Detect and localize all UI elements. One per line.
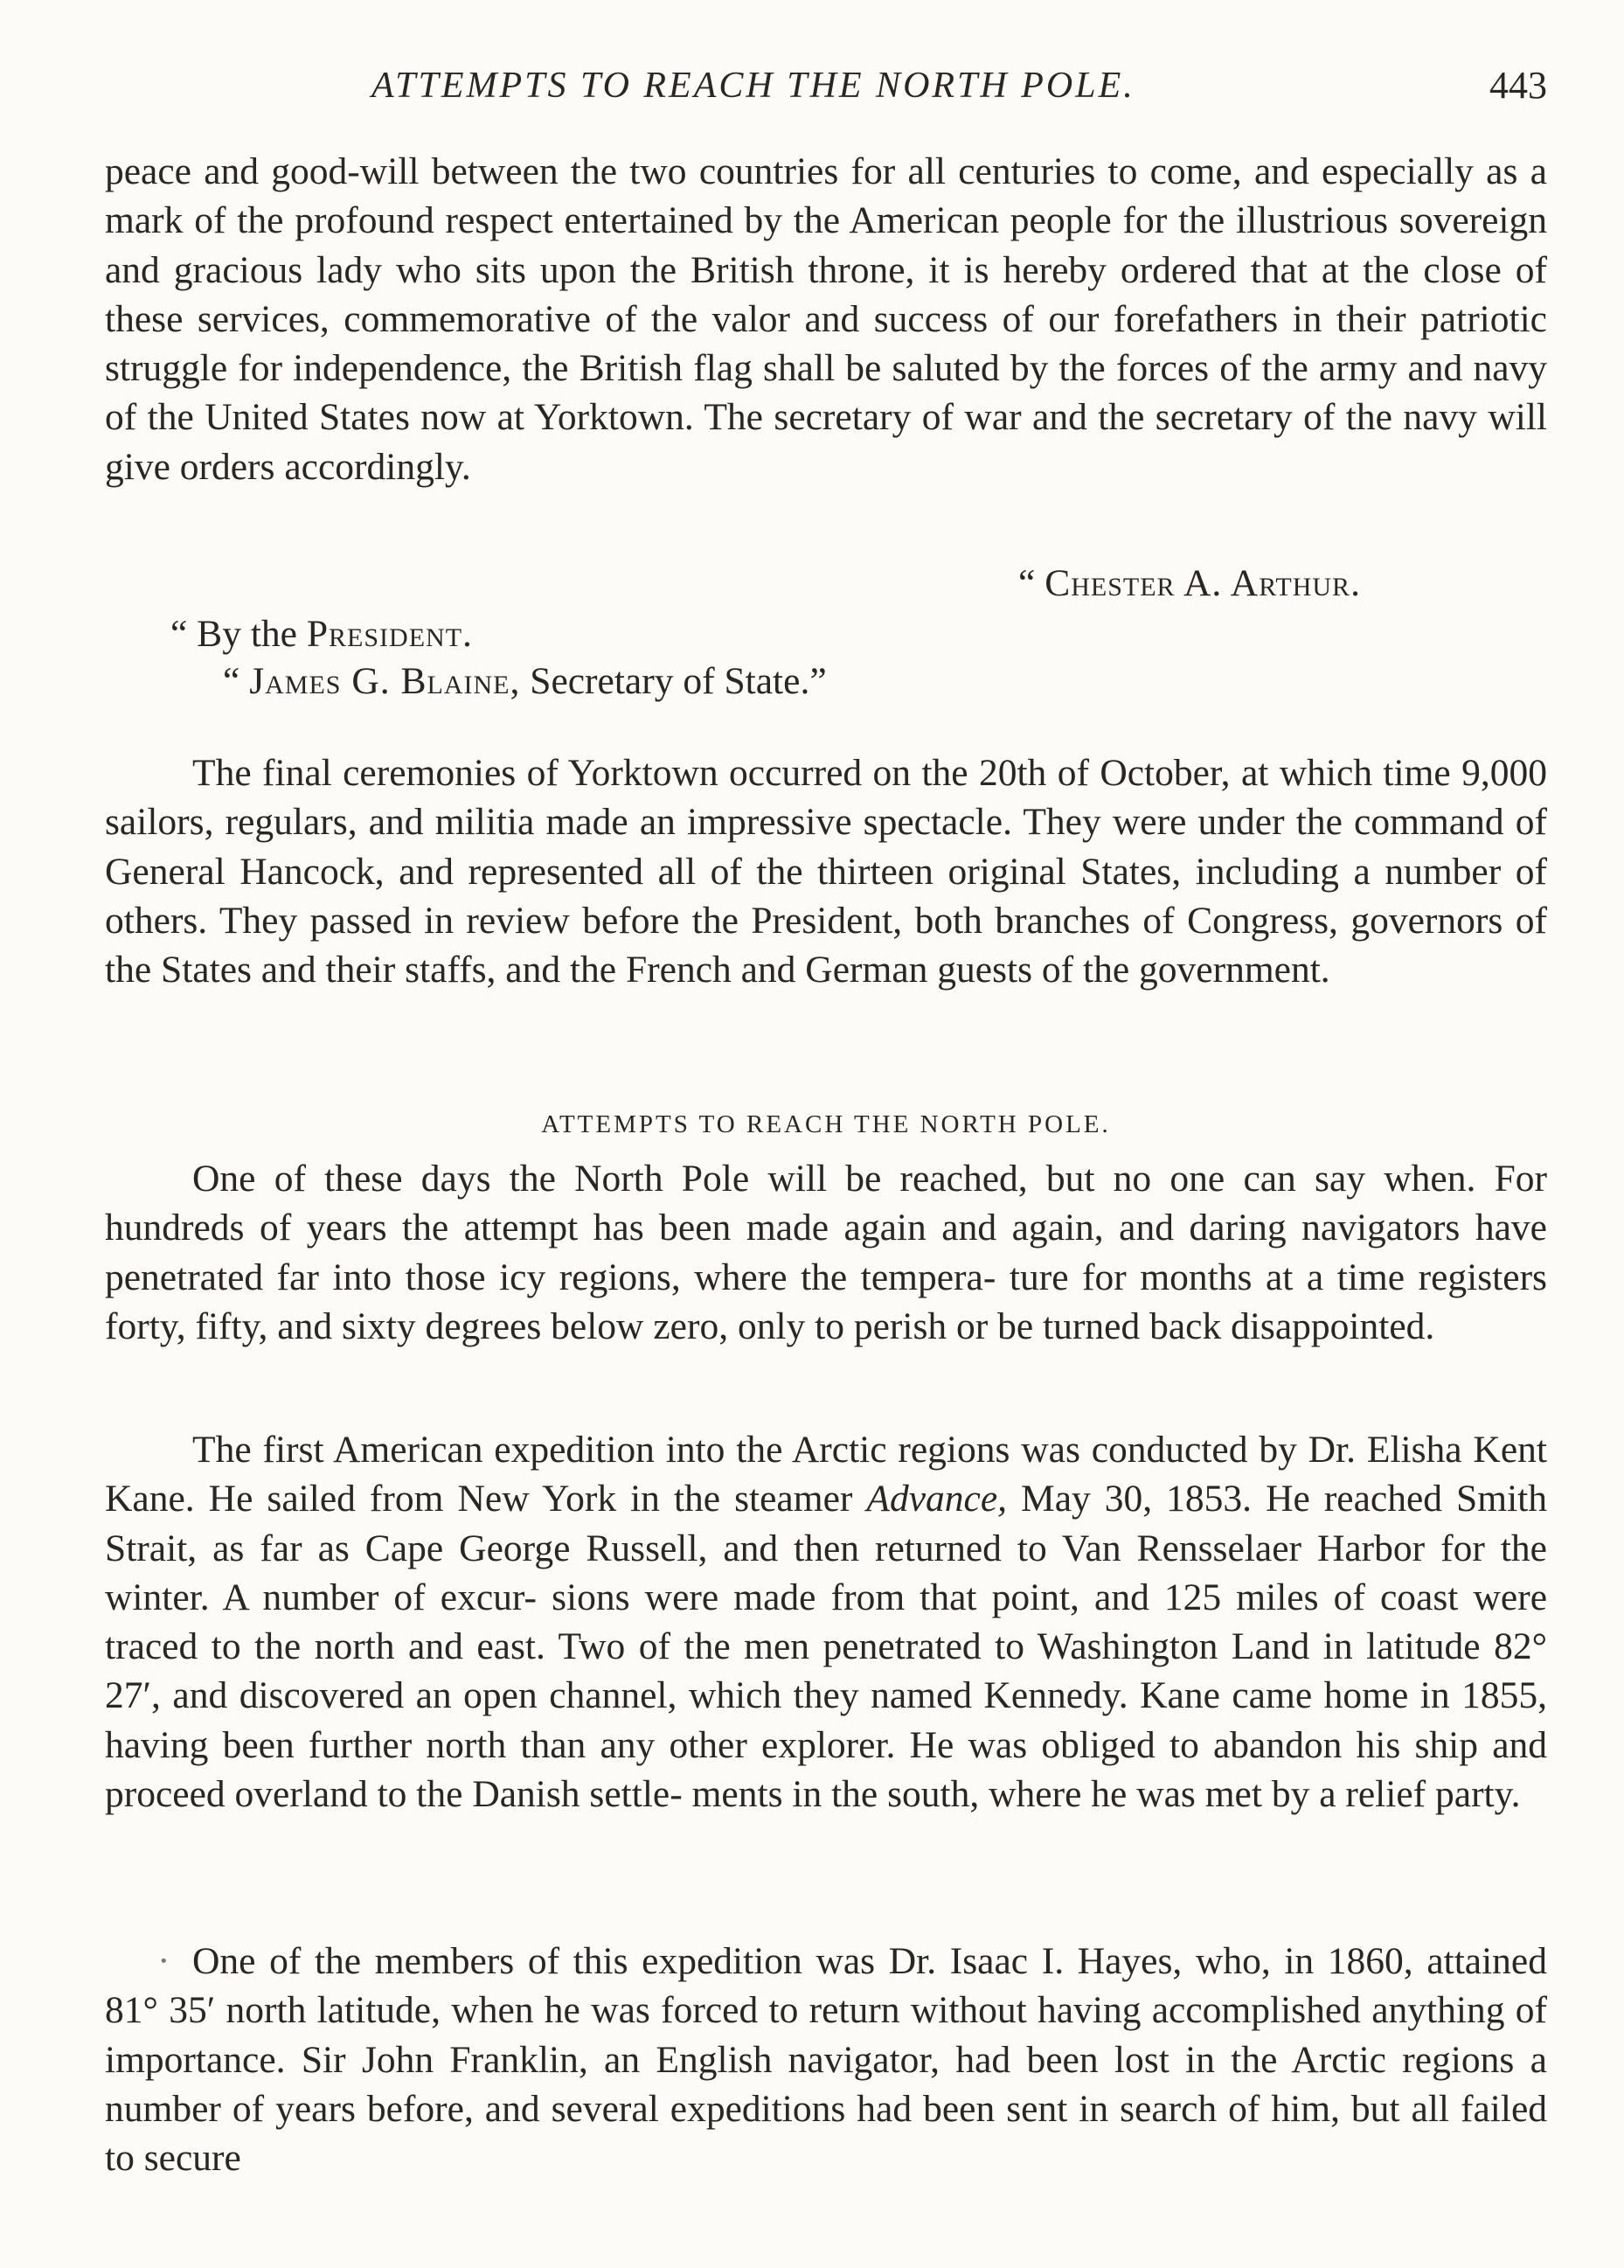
running-head	[105, 51, 1547, 121]
signature-arthur-name: Chester A. Arthur.	[1044, 562, 1361, 604]
kane-text	[105, 1425, 1547, 1819]
yorktown-text	[105, 748, 1547, 994]
quote-mark: “	[1018, 562, 1045, 604]
kane-text-rest: May 30, 1853. He reached Smith Strait, as far as Cape George Russell, and then returned to Van Rensselaer Harbor for the winter. A number of excur- sions were made from that point, and 125 miles of coast were traced to the north and east. Two of the men penetrated to Washington Land in latitude 82° 27′, and discovered an open channel, which they named Kennedy. Kane came home in 1855, having been further north than any other explorer. He was obliged to abandon his ship and proceed overland to the Danish settle- ments in the south, where he was met by a relief party.	[105, 1478, 1548, 1816]
section-heading: ATTEMPTS TO REACH THE NORTH POLE.	[541, 1110, 1111, 1138]
paragraph-proclamation: peace and good-will between the two countries for all centuries to come, and especially as a mark of the profound respect entertained by the American people for the illustrious sovereign and gracious lady who sits upon the British throne, it is hereby ordered that at the close of these services, commemorative of the valor and success of our forefathers in their patriotic struggle for independence, the British flag shall be saluted by the forces of the army and navy of the United States now at Yorktown. The secretary of war and the secretary of the navy will give orders accordingly.	[105, 150, 1547, 488]
paragraph-yorktown: The final ceremonies of Yorktown occurred on the 20th of October, at which time 9,000 sailors, regulars, and militia made an impressive spectacle. They were under the command of General Hancock, and represented all of the thirteen original States, including a number of others. They passed in review before the President, both branches of Congress, governors of the States and their staffs, and the French and German guests of the government.	[105, 752, 1547, 991]
president-prefix: “ By the	[170, 613, 307, 655]
ship-name-advance: Advance,	[866, 1478, 1008, 1520]
page-number: 443	[1489, 64, 1547, 107]
paragraph-bullet: ·	[157, 1940, 170, 1982]
signature-president-line	[170, 609, 473, 658]
signature-blaine	[223, 657, 827, 706]
paragraph-hayes	[105, 1937, 1547, 2182]
signature-arthur	[1018, 559, 1361, 608]
signature-blaine-title: Secretary of State.”	[520, 660, 827, 702]
hayes-text	[105, 1937, 1547, 2182]
quote-mark: “	[223, 660, 250, 702]
running-title: ATTEMPTS TO REACH THE NORTH POLE.	[371, 66, 1135, 106]
proclamation-text	[105, 147, 1547, 491]
signature-blaine-name: James G. Blaine,	[249, 660, 521, 702]
north-pole-intro-text	[105, 1154, 1547, 1351]
paragraph-kane	[105, 1425, 1547, 1819]
hayes-text: One of the members of this expedition was Dr. Isaac I. Hayes, who, in 1860, attained 81° 35′ north latitude, when he was forced to return without having accomplished anything of importance. Sir John Franklin, an English navigator, had been lost in the Arctic regions a number of years before, and several expeditions had been sent in search of him, but all failed to secure	[105, 1940, 1547, 2180]
kane-text-start: The first American expedition into the Arctic regions was conducted by Dr. Elisha Kent Kane. He sailed from New York in the steamer	[105, 1429, 1547, 1520]
president-title: President.	[306, 613, 473, 655]
paragraph-north-pole-intro: One of these days the North Pole will be reached, but no one can say when. For hundreds of years the attempt has been made again and again, and daring navigators have penetrated far into those icy regions, where the tempera- ture for months at a time registers forty, fifty, and sixty degrees below zero, only to perish or be turned back disappointed.	[105, 1158, 1547, 1347]
